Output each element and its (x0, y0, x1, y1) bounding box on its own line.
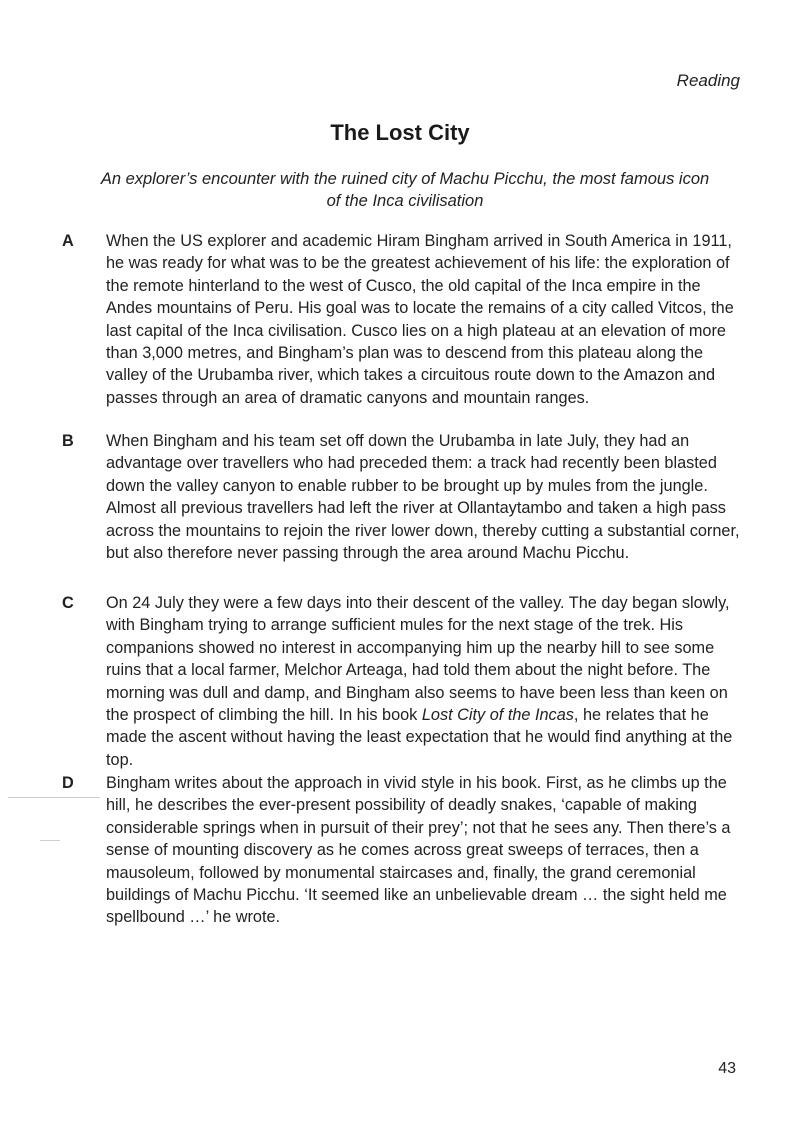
paragraph-text: When Bingham and his team set off down the Urubamba in late July, they had an advantage over travellers who had preceded them: a track had recently been blasted down the valley canyon to enable rubber to be brought up by mules from the jungle. Almost all previous travellers had left the river at Ollantaytambo and taken a high pass across the mountains to rejoin the river lower down, thereby cutting a substantial corner, but also therefore never passing through the area around Machu Picchu. (106, 432, 740, 563)
paragraph-letter: B (62, 432, 74, 450)
paragraph-d (62, 772, 752, 929)
section-label: Reading (676, 71, 740, 90)
article-title: The Lost City (330, 120, 470, 145)
book-title: Lost City of the Incas (421, 706, 574, 725)
paragraph-text (106, 592, 746, 771)
paragraph-a (62, 230, 752, 409)
paragraph-letter: C (62, 594, 74, 612)
paragraph-letter: A (62, 232, 74, 250)
page-number: 43 (718, 1060, 736, 1077)
scan-artifact-line (8, 797, 100, 798)
paragraph-b (62, 430, 752, 564)
paragraph-text-before: On 24 July they were a few days into their descent of the valley. The day began slowly, with Bingham trying to arrange sufficient mules for the next stage of the trek. His companions showed no interest in accompanying him up the nearby hill to see some ruins that a local farmer, Melchor Arteaga, had told them about the night before. The morning was dull and damp, and Bingham also seems to have been less than keen on the prospect of climbing the hill. In his book (106, 594, 730, 725)
paragraph-c (62, 592, 752, 771)
paragraph-text-after: , he relates that he made the ascent without having the least expectation that he would find anything at the top. (106, 706, 733, 769)
paragraph-text: Bingham writes about the approach in vivid style in his book. First, as he climbs up the hill, he describes the ever-present possibility of deadly snakes, ‘capable of making considerable springs when in pursuit of their prey’; not that he sees any. Then there’s a sense of mounting discovery as he comes across great sweeps of terraces, then a mausoleum, followed by monumental staircases and, finally, the grand ceremonial buildings of Machu Picchu. ‘It seemed like an unbelievable dream … the sight held me spellbound …’ he wrote. (106, 774, 731, 927)
paragraph-text: When the US explorer and academic Hiram Bingham arrived in South America in 1911, he was ready for what was to be the greatest achievement of his life: the exploration of the remote hinterland to the west of Cusco, the old capital of the Inca empire in the Andes mountains of Peru. His goal was to locate the remains of a city called Vitcos, the last capital of the Inca civilisation. Cusco lies on a high plateau at an elevation of more than 3,000 metres, and Bingham’s plan was to descend from this plateau along the valley of the Urubamba river, which takes a circuitous route down to the Amazon and passes through an area of dramatic canyons and mountain ranges. (106, 232, 734, 407)
scan-artifact-line (40, 840, 60, 841)
article-subtitle: An explorer’s encounter with the ruined city of Machu Picchu, the most famous icon of the Inca civilisation (100, 170, 710, 210)
paragraph-letter: D (62, 774, 74, 792)
